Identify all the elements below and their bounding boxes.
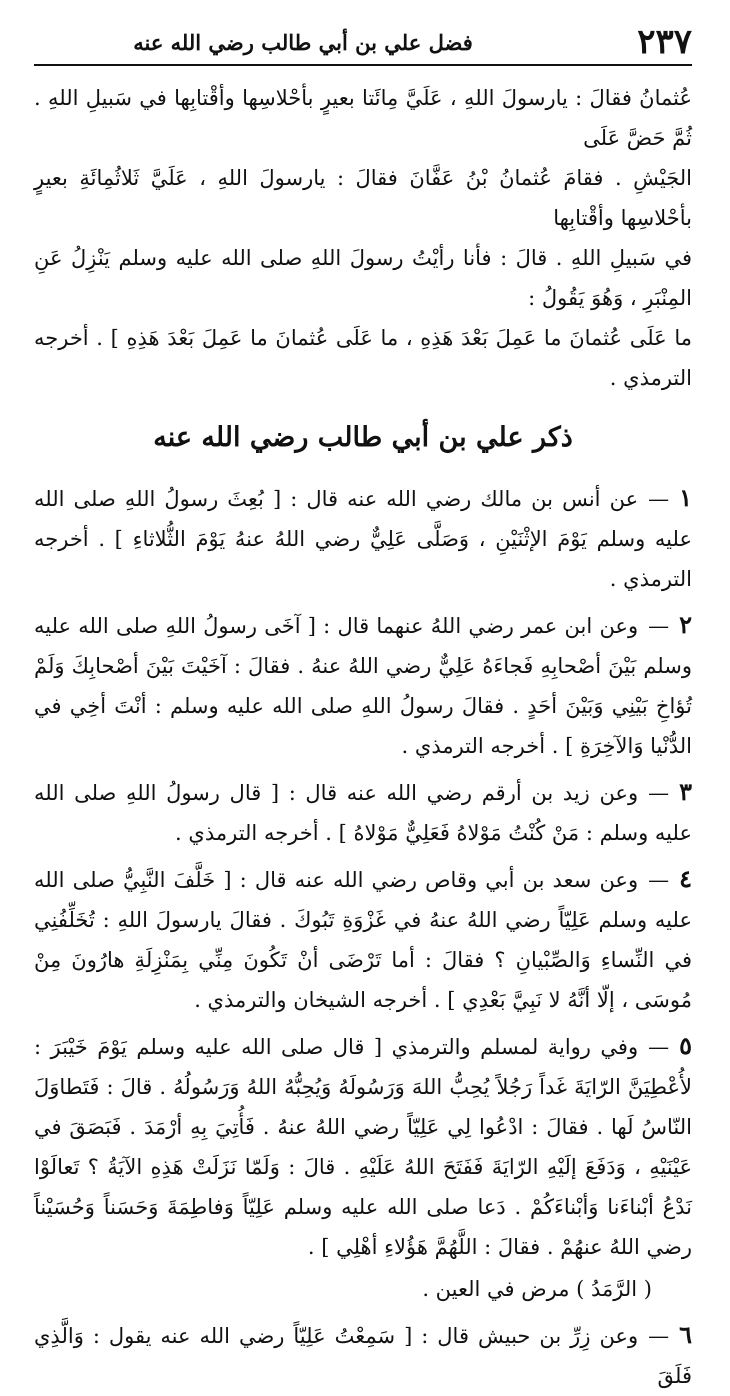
hadith-text: وفي رواية لمسلم والترمذي [ قال صلى الله عليه وسلم يَوْمَ خَيْبَرَ : لأُعْطِيَنَّ الرّايَةَ غَداً رَجُلاً يُحِبُّ اللهَ وَرَسُولَهُ وَيُحِبُّهُ اللهُ وَرَسُولُهُ . قالَ : فَتَطاوَلَ النّاسُ لَها . فقالَ : ادْعُوا لِي عَلِيّاً رضي اللهُ عنهُ . فَأُتِيَ بِهِ أرْمَدَ . فَبَصَقَ في عَيْنَيْهِ ، وَدَفَعَ إلَيْهِ الرّايَةَ فَفَتَحَ اللهُ عَلَيْهِ . قالَ : وَلَمّا نَزَلَتْ هَذِهِ الآيَةُ ؟ تَعالَوْا نَدْعُ أبْناءَنا وَأبْناءَكُمْ . دَعا صلى الله عليه وسلم عَلِيّاً وَفاطِمَةَ وَحَسَناً وَحُسَيْناً رضي اللهُ عنهُمْ . فقالَ : اللَّهُمَّ هَؤُلاءِ أهْلِي ] . [34,1035,692,1259]
hadith-paragraph [34,772,692,853]
hadith-text: وعن ابن عمر رضي اللهُ عنهما قال : [ آخَى رسولُ اللهِ صلى الله عليه وسلم بَيْنَ أصْحابِهِ فَجاءَهُ عَلِيٌّ رضي اللهُ عنهُ . فقالَ : آخَيْتَ بَيْنَ أصْحابِكَ وَلَمْ تُؤاخِ بَيْنِي وَبَيْنَ أحَدٍ . فقالَ رسولُ اللهِ صلى الله عليه وسلم : أنْتَ أخِي في الدُّنْيا وَالآخِرَةِ ] . أخرجه الترمذي . [34,614,692,758]
dash-separator: — [648,781,670,805]
hadith-number: ٣ [679,777,692,806]
hadith-paragraph [34,478,692,599]
hadith-text: وعن زيد بن أرقم رضي الله عنه قال : [ قال رسولُ اللهِ صلى الله عليه وسلم : مَنْ كُنْتُ مَوْلاهُ فَعَلِيٌّ مَوْلاهُ ] . أخرجه الترمذي . [34,781,692,845]
hadith-paragraph [34,1315,692,1396]
hadith-number: ٤ [679,864,692,893]
hadith-paragraph [34,605,692,766]
page-body [34,78,692,1396]
hadith-number: ٦ [679,1320,692,1349]
footnote: ( الرَّمَدُ ) مرض في العين . [422,1277,652,1301]
header-rule [34,64,692,66]
hadith-text: وعن سعد بن أبي وقاص رضي الله عنه قال : [ خَلَّفَ النَّبِيُّ صلى الله عليه وسلم عَلِيّاً رضي اللهُ عنهُ في غَزْوَةِ تَبُوكَ . فقالَ يارسولَ اللهِ : تُخَلِّفُنِي في النِّساءِ وَالصِّبْيانِ ؟ فقالَ : أما تَرْضَى أنْ تَكُونَ مِنِّي بِمَنْزِلَةِ هارُونَ مِنْ مُوسَى ، إلّا أنَّهُ لا نَبِيَّ بَعْدِي ] . أخرجه الشيخان والترمذي . [34,868,692,1012]
hadith-paragraph [34,859,692,1020]
dash-separator: — [648,1324,670,1348]
hadith-text: وعن زِرِّ بن حبيش قال : [ سَمِعْتُ عَلِيّاً رضي الله عنه يقول : وَالَّذِي فَلَقَ [34,1324,692,1388]
intro-line: ما عَلَى عُثمانَ ما عَمِلَ بَعْدَ هَذِهِ ، ما عَلَى عُثمانَ ما عَمِلَ بَعْدَ هَذِهِ ] . أخرجه الترمذي . [34,326,692,390]
dash-separator: — [648,487,670,511]
intro-line: الجَيْشِ . فقامَ عُثمانُ بْنُ عَفَّانَ فقالَ : يارسولَ اللهِ ، عَلَيَّ ثَلاثُمِائَةِ بعيرٍ بأحْلاسِها وأقْتابِها [34,166,692,230]
hadith-number: ٢ [679,610,692,639]
hadith-number: ١ [679,483,692,512]
section-title: ذكر علي بن أبي طالب رضي الله عنه [153,422,573,453]
running-title: فضل علي بن أبي طالب رضي الله عنه [133,30,473,55]
page-header [34,22,692,66]
hadith-number: ٥ [679,1031,692,1060]
page-number: ٢٣٧ [637,22,692,62]
hadith-paragraph [34,1026,692,1267]
dash-separator: — [648,1035,670,1059]
hadith-text: عن أنس بن مالك رضي الله عنه قال : [ بُعِثَ رسولُ اللهِ صلى الله عليه وسلم يَوْمَ الإثْنَيْنِ ، وَصَلَّى عَلِيٌّ رضي اللهُ عنهُ يَوْمَ الثُّلاثاءِ ] . أخرجه الترمذي . [34,487,692,591]
intro-line: عُثمانُ فقالَ : يارسولَ اللهِ ، عَلَيَّ مِائَتا بعيرٍ بأحْلاسِها وأقْتابِها في سَبيلِ اللهِ . ثُمَّ حَضَّ عَلَى [34,86,692,150]
dash-separator: — [648,614,670,638]
intro-line: في سَبيلِ اللهِ . قالَ : فأنا رأيْتُ رسولَ اللهِ صلى الله عليه وسلم يَنْزِلُ عَنِ المِنْبَرِ ، وَهُوَ يَقُولُ : [34,246,692,310]
dash-separator: — [648,868,670,892]
